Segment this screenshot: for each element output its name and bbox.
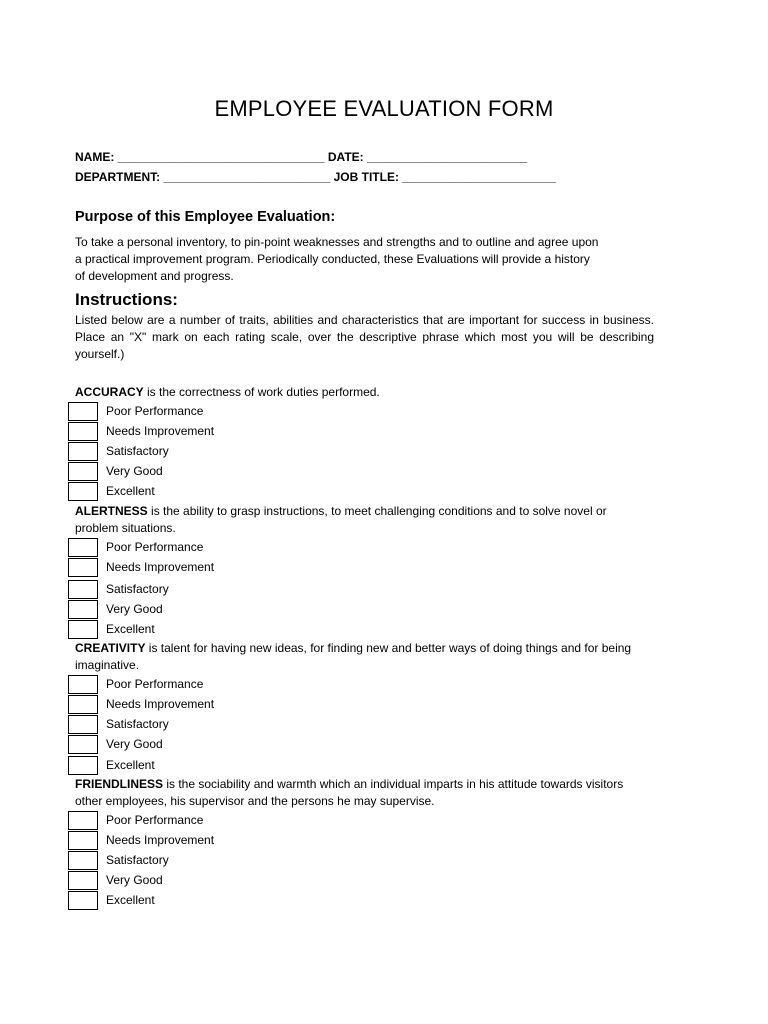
rating-option[interactable] [68,620,368,640]
rating-label: Excellent [106,758,155,772]
rating-label: Very Good [106,873,163,887]
rating-label: Needs Improvement [106,697,215,711]
rating-checkbox[interactable] [68,402,98,421]
purpose-heading: Purpose of this Employee Evaluation: [75,209,336,225]
rating-option[interactable] [68,442,368,462]
rating-checkbox[interactable] [68,735,98,754]
rating-checkbox[interactable] [68,831,98,850]
rating-checkbox[interactable] [68,811,98,830]
rating-label: Poor Performance [106,540,204,554]
rating-option[interactable] [68,871,368,891]
rating-checkbox[interactable] [68,851,98,870]
rating-option[interactable] [68,831,368,851]
trait-name: ACCURACY [75,385,144,399]
rating-label: Poor Performance [106,677,204,691]
rating-checkbox[interactable] [68,871,98,890]
rating-option[interactable] [68,462,368,482]
rating-label: Very Good [106,464,163,478]
rating-checkbox[interactable] [68,715,98,734]
rating-label: Poor Performance [106,813,204,827]
trait-text: is the ability to grasp instructions, to meet challenging conditions and to solve novel or problem situations. [75,504,607,535]
rating-option[interactable] [68,756,368,776]
rating-option[interactable] [68,482,368,502]
rating-checkbox[interactable] [68,538,98,557]
rating-checkbox[interactable] [68,462,98,481]
trait-description-accuracy [75,384,635,401]
rating-label: Satisfactory [106,582,169,596]
rating-checkbox[interactable] [68,891,98,910]
trait-name: FRIENDLINESS [75,777,164,791]
rating-label: Excellent [106,622,155,636]
trait-name: CREATIVITY [75,641,146,655]
trait-text: is the sociability and warmth which an individual imparts in his attitude towards visitors other employees, his supervisor and the persons he may supervise. [75,777,624,808]
form-title: EMPLOYEE EVALUATION FORM [214,96,554,121]
rating-checkbox[interactable] [68,558,98,577]
rating-option[interactable] [68,402,368,422]
rating-checkbox[interactable] [68,422,98,441]
rating-option[interactable] [68,735,368,755]
rating-option[interactable] [68,891,368,911]
department-jobtitle-fields: DEPARTMENT: _________________________ JOB TITLE: _______________________ [75,170,556,184]
rating-option[interactable] [68,851,368,871]
rating-label: Very Good [106,737,163,751]
rating-checkbox[interactable] [68,675,98,694]
instructions-heading: Instructions: [75,290,178,309]
rating-label: Poor Performance [106,404,204,418]
rating-option[interactable] [68,715,368,735]
rating-label: Needs Improvement [106,833,215,847]
rating-checkbox[interactable] [68,620,98,639]
instructions-text: Listed below are a number of traits, abilities and characteristics that are important for success in business. Place an "X" mark on each rating scale, over the descriptive phrase which most you will be describing yourself.) [75,313,654,361]
rating-label: Excellent [106,893,155,907]
rating-label: Excellent [106,484,155,498]
rating-option[interactable] [68,695,368,715]
trait-text: is talent for having new ideas, for finding new and better ways of doing things and for being imaginative. [75,641,632,672]
rating-checkbox[interactable] [68,600,98,619]
rating-label: Needs Improvement [106,560,215,574]
rating-option[interactable] [68,675,368,695]
trait-description-creativity [75,640,635,674]
trait-description-alertness [75,503,635,537]
rating-checkbox[interactable] [68,695,98,714]
rating-label: Satisfactory [106,444,169,458]
rating-label: Satisfactory [106,717,169,731]
rating-option[interactable] [68,580,368,600]
rating-checkbox[interactable] [68,442,98,461]
rating-label: Satisfactory [106,853,169,867]
trait-name: ALERTNESS [75,504,148,518]
rating-option[interactable] [68,811,368,831]
purpose-text: To take a personal inventory, to pin-point weaknesses and strengths and to outline and agree upon a practical improvement program. Periodically conducted, these Evaluations will provide a history of development and progress. [75,235,599,283]
rating-label: Very Good [106,602,163,616]
rating-checkbox[interactable] [68,756,98,775]
rating-option[interactable] [68,538,368,558]
rating-option[interactable] [68,600,368,620]
rating-option[interactable] [68,422,368,442]
trait-text: is the correctness of work duties performed. [143,385,380,399]
rating-option[interactable] [68,558,368,578]
trait-description-friendliness [75,776,635,810]
rating-checkbox[interactable] [68,580,98,599]
rating-label: Needs Improvement [106,424,215,438]
name-date-fields: NAME: _______________________________ DATE: ________________________ [75,150,528,164]
rating-checkbox[interactable] [68,482,98,501]
